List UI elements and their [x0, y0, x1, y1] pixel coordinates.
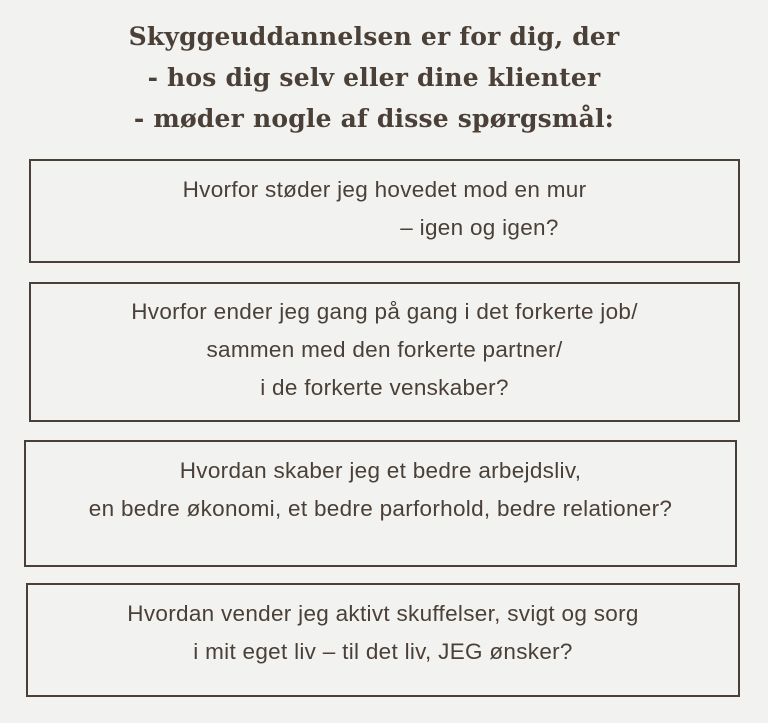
- question-box-3: [24, 440, 737, 567]
- question-2-line-2: sammen med den forkerte partner/: [206, 337, 563, 362]
- question-4-line-1: Hvordan vender jeg aktivt skuffelser, svigt og sorg: [127, 601, 639, 626]
- question-box-2: [29, 282, 740, 422]
- question-3-line-2: en bedre økonomi, et bedre parforhold, bedre relationer?: [88, 496, 673, 521]
- question-4-line-2: i mit eget liv – til det liv, JEG ønsker?: [193, 639, 573, 664]
- heading-line-3: - møder nogle af disse spørgsmål:: [133, 104, 615, 133]
- heading-line-2: - hos dig selv eller dine klienter: [147, 63, 601, 92]
- question-2-line-3: i de forkerte venskaber?: [260, 375, 509, 400]
- question-3-line-1: Hvordan skaber jeg et bedre arbejdsliv,: [179, 458, 582, 483]
- heading-line-1: Skyggeuddannelsen er for dig, der: [128, 22, 620, 51]
- question-box-1: [29, 159, 740, 263]
- question-box-4: [26, 583, 740, 697]
- heading: [0, 16, 748, 139]
- question-1-line-2: – igen og igen?: [400, 215, 559, 240]
- question-1-line-1: Hvorfor støder jeg hovedet mod en mur: [182, 177, 587, 202]
- question-2-line-1: Hvorfor ender jeg gang på gang i det forkerte job/: [131, 299, 638, 324]
